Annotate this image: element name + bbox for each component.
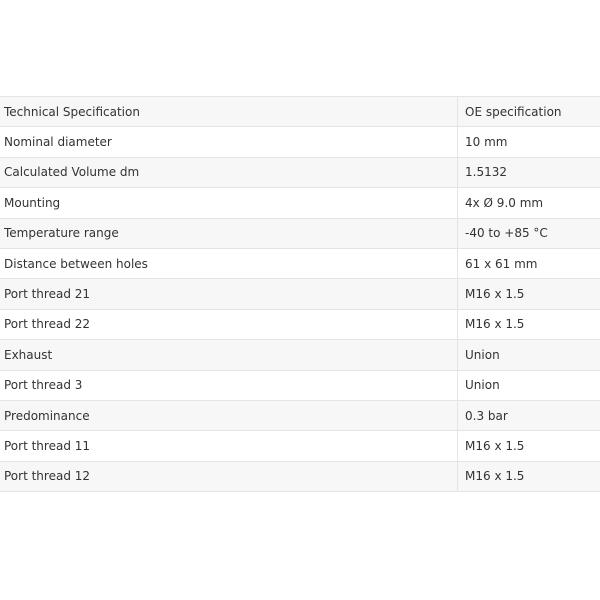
table-row <box>0 340 600 370</box>
spec-value-cell: -40 to +85 °C <box>458 218 600 248</box>
spec-value-cell: 0.3 bar <box>458 400 600 430</box>
spec-value-cell: Union <box>458 370 600 400</box>
spec-name-cell: Port thread 11 <box>0 431 458 461</box>
spec-name-cell: Port thread 12 <box>0 461 458 491</box>
spec-value-cell: 4x Ø 9.0 mm <box>458 188 600 218</box>
table-row <box>0 400 600 430</box>
table-row <box>0 157 600 187</box>
spec-value-cell: 1.5132 <box>458 157 600 187</box>
spec-value-cell: M16 x 1.5 <box>458 279 600 309</box>
spec-value-cell: Union <box>458 340 600 370</box>
spec-value-cell: 61 x 61 mm <box>458 248 600 278</box>
spec-name-cell: Distance between holes <box>0 248 458 278</box>
spec-name-cell: Mounting <box>0 188 458 218</box>
header-cell-oe-specification: OE specification <box>458 97 600 127</box>
table-row <box>0 309 600 339</box>
spec-name-cell: Port thread 21 <box>0 279 458 309</box>
spec-value-cell: M16 x 1.5 <box>458 461 600 491</box>
table-row <box>0 370 600 400</box>
table-row <box>0 248 600 278</box>
spec-name-cell: Nominal diameter <box>0 127 458 157</box>
table-row <box>0 127 600 157</box>
table-header-row <box>0 97 600 127</box>
table-row <box>0 431 600 461</box>
spec-value-cell: M16 x 1.5 <box>458 309 600 339</box>
spec-name-cell: Exhaust <box>0 340 458 370</box>
table-row <box>0 188 600 218</box>
spec-name-cell: Port thread 3 <box>0 370 458 400</box>
spec-name-cell: Port thread 22 <box>0 309 458 339</box>
spec-name-cell: Calculated Volume dm <box>0 157 458 187</box>
table-row <box>0 279 600 309</box>
specification-table-body <box>0 97 600 492</box>
spec-value-cell: 10 mm <box>458 127 600 157</box>
spec-name-cell: Temperature range <box>0 218 458 248</box>
table-row <box>0 218 600 248</box>
table-row <box>0 461 600 491</box>
specification-table <box>0 96 600 492</box>
header-cell-specification: Technical Specification <box>0 97 458 127</box>
spec-value-cell: M16 x 1.5 <box>458 431 600 461</box>
spec-name-cell: Predominance <box>0 400 458 430</box>
